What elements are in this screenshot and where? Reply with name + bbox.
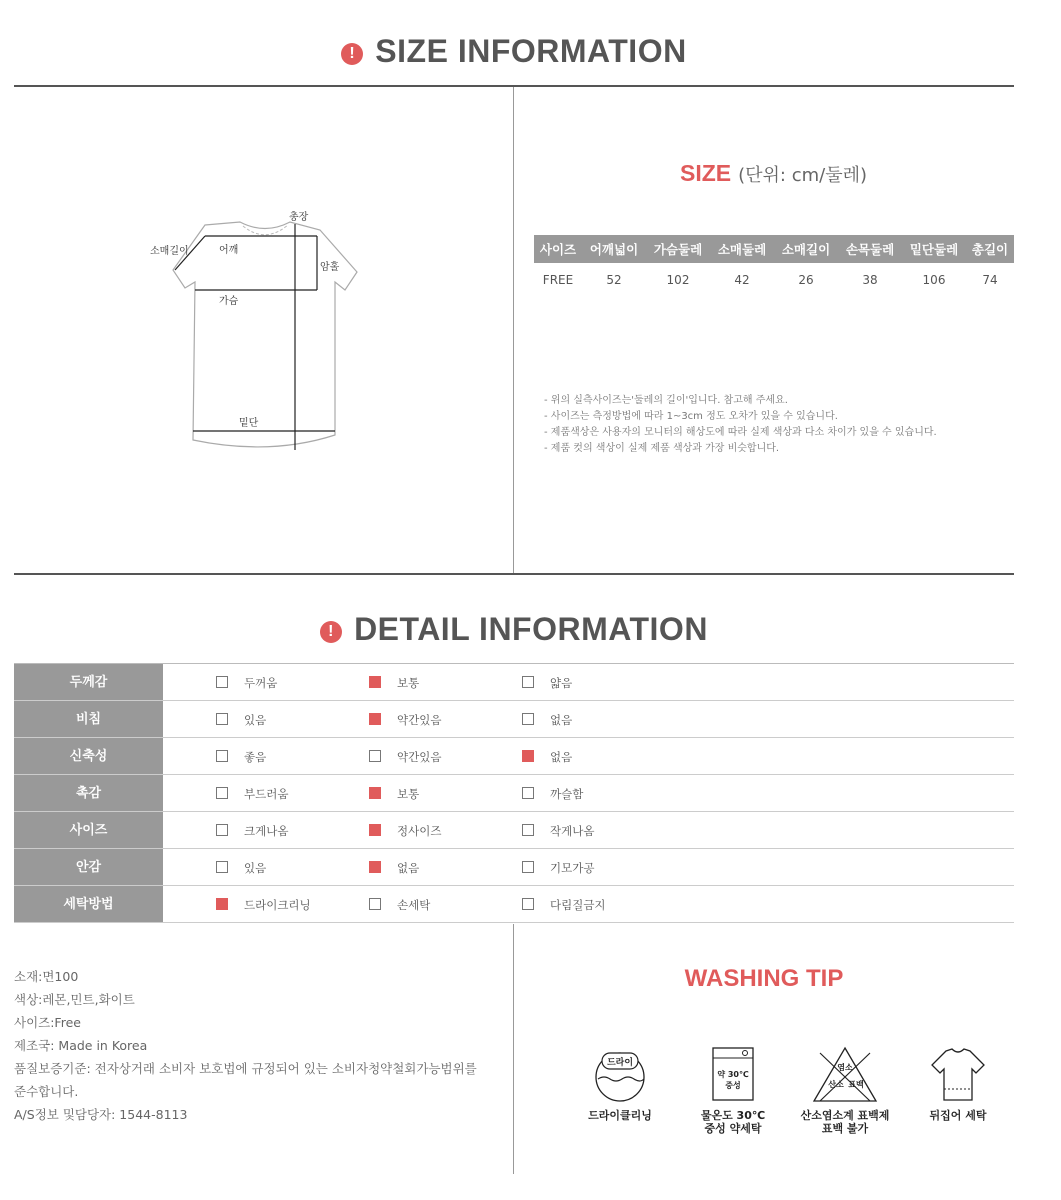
wash-label: 표백 불가 <box>821 1122 869 1135</box>
detail-option-label: 없음 <box>550 750 573 764</box>
product-info-line: A/S정보 및담당자: 1544-8113 <box>14 1107 188 1122</box>
wash-30-icon <box>708 1045 758 1103</box>
wash-item-no-bleach <box>785 1045 905 1135</box>
alert-icon: ! <box>320 621 342 643</box>
garment-diagram <box>145 200 375 470</box>
svg-text:산소: 산소 <box>828 1080 844 1089</box>
detail-checkbox[interactable] <box>216 861 228 873</box>
size-table-header: 총길이 <box>966 235 1014 263</box>
detail-checkbox[interactable] <box>369 787 381 799</box>
wash-label: 산소염소계 표백제 <box>800 1109 890 1122</box>
wash-item-30c <box>673 1045 793 1135</box>
divider <box>14 85 1014 87</box>
diagram-label-shoulder: 어깨 <box>219 245 239 256</box>
product-info-line: 제조국: Made in Korea <box>14 1038 148 1053</box>
detail-row-label: 신축성 <box>14 738 163 775</box>
detail-option-label: 까슬함 <box>550 787 584 801</box>
detail-option-label: 다림질금지 <box>550 898 606 912</box>
dry-clean-icon <box>588 1045 652 1103</box>
detail-option-label: 없음 <box>550 713 573 727</box>
detail-checkbox[interactable] <box>522 861 534 873</box>
detail-option-label: 손세탁 <box>397 898 431 912</box>
detail-checkbox[interactable] <box>369 713 381 725</box>
detail-row <box>14 664 1014 701</box>
divider <box>14 922 1014 923</box>
product-info <box>14 965 477 1126</box>
detail-row-label: 세탁방법 <box>14 886 163 923</box>
inside-out-icon <box>928 1045 988 1103</box>
size-title: SIZE (단위: cm/둘레) <box>680 160 868 186</box>
size-table-cell: 42 <box>734 273 750 287</box>
product-info-line: 색상:레몬,민트,화이트 <box>14 992 135 1007</box>
detail-option-label: 보통 <box>397 676 420 690</box>
wash-label: 물온도 30℃ <box>700 1109 766 1122</box>
detail-row <box>14 886 1014 923</box>
size-table-cell: 74 <box>982 273 998 287</box>
detail-checkbox[interactable] <box>216 750 228 762</box>
svg-text:표백: 표백 <box>848 1080 864 1089</box>
detail-option-label: 두꺼움 <box>244 676 278 690</box>
svg-text:중성: 중성 <box>725 1081 741 1090</box>
tshirt-outline-icon <box>145 200 375 470</box>
diagram-label-total-length: 총장 <box>289 212 309 223</box>
product-info-line: 준수합니다. <box>14 1084 79 1099</box>
size-table-cell: FREE <box>542 273 574 287</box>
size-table-cell: 106 <box>922 273 946 287</box>
wash-item-inside-out <box>898 1045 1018 1122</box>
size-table-cell: 102 <box>666 273 690 287</box>
detail-row <box>14 738 1014 775</box>
size-note: - 사이즈는 측정방법에 따라 1~3cm 정도 오차가 있을 수 있습니다. <box>544 411 838 422</box>
size-table-header: 어깨넓이 <box>582 235 646 263</box>
detail-row <box>14 775 1014 812</box>
diagram-label-chest: 가슴 <box>219 296 239 307</box>
size-note: - 위의 실측사이즈는'둘레의 길이'입니다. 참고해 주세요. <box>544 395 788 406</box>
product-info-line: 소재:면100 <box>14 969 79 984</box>
detail-row-label: 비침 <box>14 701 163 738</box>
divider <box>14 573 1014 575</box>
divider <box>513 924 514 1174</box>
detail-option-label: 있음 <box>244 861 267 875</box>
size-table-cell: 38 <box>862 273 878 287</box>
detail-checkbox[interactable] <box>522 676 534 688</box>
detail-checkbox[interactable] <box>216 676 228 688</box>
detail-option-label: 보통 <box>397 787 420 801</box>
svg-text:약 30℃: 약 30℃ <box>717 1070 749 1079</box>
wash-label: 뒤집어 세탁 <box>929 1109 987 1122</box>
washing-tip-title: WASHING TIP <box>684 965 844 992</box>
svg-text:염소: 염소 <box>837 1063 853 1072</box>
detail-option-label: 크게나옴 <box>244 824 289 838</box>
wash-label: 드라이클리닝 <box>588 1109 652 1122</box>
detail-option-label: 좋음 <box>244 750 267 764</box>
size-notes <box>544 393 937 457</box>
size-section-title: ! SIZE INFORMATION <box>0 33 1028 70</box>
detail-checkbox[interactable] <box>369 676 381 688</box>
size-table-cell: 26 <box>798 273 814 287</box>
diagram-label-sleeve-length: 소매길이 <box>150 246 189 257</box>
size-table <box>534 235 1014 297</box>
size-note: - 제품 컷의 색상이 실제 제품 색상과 가장 비슷합니다. <box>544 443 780 454</box>
detail-row-label: 촉감 <box>14 775 163 812</box>
detail-option-label: 있음 <box>244 713 267 727</box>
wash-label: 중성 약세탁 <box>704 1122 762 1135</box>
detail-checkbox[interactable] <box>369 898 381 910</box>
detail-checkbox[interactable] <box>216 898 228 910</box>
detail-checkbox[interactable] <box>369 750 381 762</box>
divider <box>513 87 514 573</box>
detail-checkbox[interactable] <box>522 787 534 799</box>
size-table-cell: 52 <box>606 273 622 287</box>
detail-row-label: 두께감 <box>14 664 163 701</box>
size-table-header-row <box>534 235 1014 263</box>
detail-checkbox[interactable] <box>216 824 228 836</box>
size-table-header: 소매둘레 <box>710 235 774 263</box>
detail-option-label: 없음 <box>397 861 420 875</box>
detail-option-label: 작게나옴 <box>550 824 595 838</box>
detail-row-label: 안감 <box>14 849 163 886</box>
detail-checkbox[interactable] <box>522 713 534 725</box>
detail-option-label: 얇음 <box>550 676 573 690</box>
size-note: - 제품색상은 사용자의 모니터의 해상도에 따라 실제 색상과 다소 차이가 있을 수 있습니다. <box>544 427 937 438</box>
product-info-line: 사이즈:Free <box>14 1015 81 1030</box>
no-bleach-icon <box>810 1045 880 1103</box>
detail-option-label: 정사이즈 <box>397 824 442 838</box>
detail-checkbox[interactable] <box>216 713 228 725</box>
detail-checkbox[interactable] <box>522 898 534 910</box>
product-info-line: 품질보증기준: 전자상거래 소비자 보호법에 규정되어 있는 소비자청약철회가능범위를 <box>14 1061 477 1076</box>
detail-option-label: 약간있음 <box>397 713 442 727</box>
alert-icon: ! <box>341 43 363 65</box>
detail-row <box>14 701 1014 738</box>
size-table-header: 밑단둘레 <box>902 235 966 263</box>
svg-text:드라이: 드라이 <box>606 1058 634 1068</box>
detail-checkbox[interactable] <box>216 787 228 799</box>
size-table-header: 사이즈 <box>534 235 582 263</box>
detail-option-label: 기모가공 <box>550 861 595 875</box>
size-table-header: 가슴둘레 <box>646 235 710 263</box>
detail-checkbox[interactable] <box>522 750 534 762</box>
detail-checkbox[interactable] <box>369 861 381 873</box>
detail-checkbox[interactable] <box>522 824 534 836</box>
detail-section-title: ! DETAIL INFORMATION <box>0 611 1028 648</box>
detail-option-label: 부드러움 <box>244 787 289 801</box>
diagram-label-armhole: 암홀 <box>320 262 340 273</box>
detail-option-label: 약간있음 <box>397 750 442 764</box>
size-table-header: 소매길이 <box>774 235 838 263</box>
detail-row <box>14 812 1014 849</box>
table-row <box>534 263 1014 297</box>
size-table-header: 손목둘레 <box>838 235 902 263</box>
detail-checkbox[interactable] <box>369 824 381 836</box>
diagram-label-hem: 밑단 <box>239 418 259 429</box>
detail-row-label: 사이즈 <box>14 812 163 849</box>
detail-option-label: 드라이크리닝 <box>244 898 311 912</box>
wash-item-dry-clean <box>560 1045 680 1122</box>
detail-row <box>14 849 1014 886</box>
